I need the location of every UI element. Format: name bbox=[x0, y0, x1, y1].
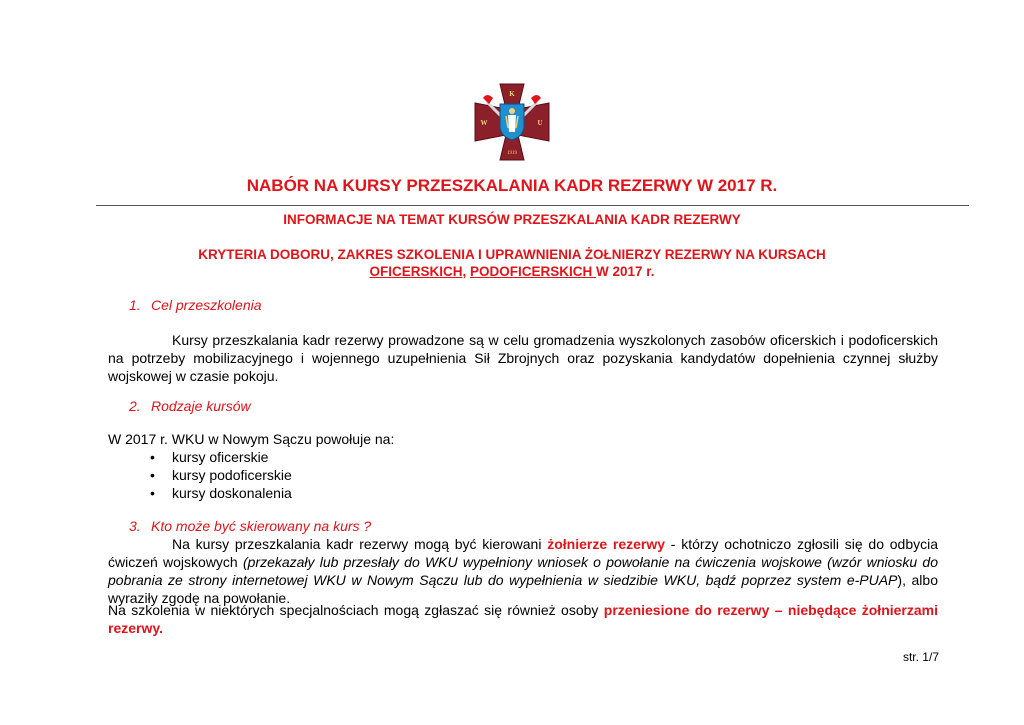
criteria-nco: PODOFICERSKICH bbox=[469, 264, 596, 279]
emblem-letter-w: W bbox=[480, 119, 488, 127]
paragraph-eligibility bbox=[108, 535, 938, 607]
criteria-officer: OFICERSKICH bbox=[369, 264, 463, 279]
page-number: str. 1/7 bbox=[902, 650, 939, 664]
highlight-reservists: żołnierze rezerwy bbox=[547, 536, 666, 552]
emblem-year: 1919 bbox=[507, 151, 517, 156]
criteria-separator: , bbox=[462, 264, 470, 279]
section-number: 1. bbox=[129, 297, 141, 313]
section-title: Kto może być skierowany na kurs ? bbox=[151, 518, 372, 534]
criteria-line1: KRYTERIA DOBORU, ZAKRES SZKOLENIA I UPRAWNIENIA ŻOŁNIERZY REZERWY NA KURSACH bbox=[198, 247, 826, 262]
emblem-letter-u: U bbox=[537, 119, 543, 127]
criteria-heading bbox=[120, 246, 904, 280]
paragraph-transferred bbox=[108, 601, 938, 637]
emblem-letter-k: K bbox=[509, 90, 515, 98]
paragraph-note: (przekazały lub przesłały do WKU wypełniony wniosek o powołanie na ćwiczenia wojskowe (wzór wniosku do pobrania ze strony internetowej WKU w Nowym Sączu lub do wypełnienia w siedzibie WKU, bądź poprzez system e-PUAP bbox=[108, 554, 938, 588]
course-list bbox=[148, 448, 292, 502]
list-item: • kursy podoficerskie bbox=[148, 466, 292, 484]
highlight-transferred: przeniesione do rezerwy – niebędące żołnierzami rezerwy. bbox=[108, 602, 938, 636]
title-divider bbox=[96, 205, 969, 206]
paragraph-text: - którzy ochotniczo zgłosili się do odbycia ćwiczeń wojskowych bbox=[108, 536, 938, 570]
list-item: • kursy oficerskie bbox=[148, 448, 292, 466]
wku-emblem bbox=[473, 82, 551, 162]
section-heading-1 bbox=[129, 297, 262, 313]
paragraph-text: Kursy przeszkalania kadr rezerwy prowadzone są w celu gromadzenia wyszkolonych zasobów oficerskich i podoficerskich na potrzeby mobilizacyjnego i wojennego uzupełnienia Sił Zbrojnych oraz pozyskania kandydatów dopełnienia czynnej służby wojskowej w czasie pokoju. bbox=[108, 332, 938, 384]
section-title: Rodzaje kursów bbox=[151, 398, 251, 414]
paragraph-purpose bbox=[108, 331, 938, 385]
paragraph-text: Na kursy przeszkalania kadr rezerwy mogą być kierowani bbox=[172, 536, 548, 552]
paragraph-text: Na szkolenia w niektórych specjalnościach mogą zgłaszać się również osoby bbox=[108, 602, 604, 618]
criteria-year: W 2017 r. bbox=[596, 264, 655, 279]
section-heading-3 bbox=[129, 518, 371, 534]
section-number: 3. bbox=[129, 518, 141, 534]
page-subtitle: INFORMACJE NA TEMAT KURSÓW PRZESZKALANIA KADR REZERWY bbox=[283, 212, 741, 227]
paragraph-text: ), albo wyraziły zgodę na powołanie. bbox=[108, 572, 938, 606]
section-title: Cel przeszkolenia bbox=[151, 297, 262, 313]
page-title: NABÓR NA KURSY PRZESZKALANIA KADR REZERWY W 2017 R. bbox=[246, 176, 778, 195]
courses-intro: W 2017 r. WKU w Nowym Sączu powołuje na: bbox=[108, 431, 395, 447]
section-heading-2 bbox=[129, 398, 251, 414]
list-item: • kursy doskonalenia bbox=[148, 484, 292, 502]
section-number: 2. bbox=[129, 398, 141, 414]
